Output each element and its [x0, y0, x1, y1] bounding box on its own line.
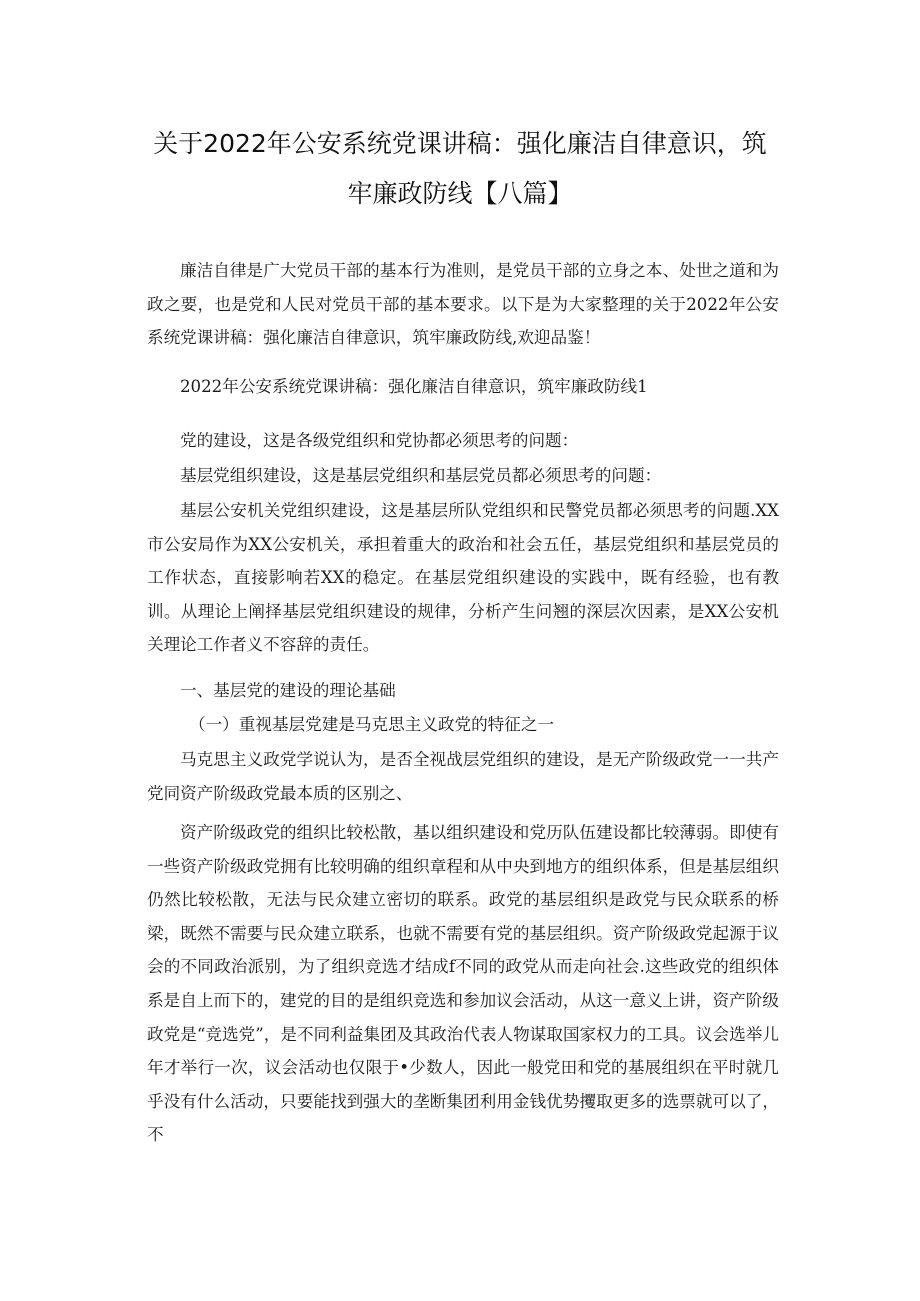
section-subtitle: 2022年公安系统党课讲稿：强化廉洁自律意识，筑牢廉政防线1	[180, 377, 648, 396]
paragraph-party-building: 党的建设，这是各级党组织和党协都必须思考的问题：	[180, 431, 579, 450]
paragraph-grassroots-building: 基层党组织建设，这是基层党组织和基层党员都必须思考的问题：	[180, 466, 662, 485]
intro-paragraph: 廉洁自律是广大党员干部的基本行为准则，是党员干部的立身之本、处世之道和为政之要，也是党和人民对党员干部的基本要求。以下是为大家整理的关于2022年公安系统党课讲稿：强化廉洁自律意识，筑牢廉政防线,欢迎品鉴！	[147, 261, 779, 348]
heading-section-1: 一、基层党的建设的理论基础	[180, 681, 396, 700]
document-title-line-2: 牢廉政防线【八篇】	[347, 179, 573, 208]
heading-subsection-1: （一）重视基层党建是马克思主义政党的特征之一	[189, 715, 555, 734]
document-title-line-1: 关于2022年公安系统党课讲稿：强化廉洁自律意识，筑	[153, 129, 767, 158]
paragraph-bourgeois-parties: 资产阶级政党的组织比较松散，基以组织建设和党历队伍建设都比较薄弱。即使有一些资产阶级政党拥有比较明确的组织章程和从中央到地方的组织体系，但是基层组织仍然比较松散，无法与民众建立密切的联系。政党的基层组织是政党与民众联系的桥梁，既然不需要与民众建立联系，也就不需要有党的基层组织。资产阶级政党起源于议会的不同政治派别，为了组织竞选才结成f不同的政党从而走向社会.这些政党的组织体系是自上而下的，建党的目的是组织竞选和参加议会活动，从这一意义上讲，资产阶级政党是“竞选党”，是不同利益集团及其政治代表人物谋取国家权力的工具。议会选举儿年才举行一次，议会活动也仅限于•少数人，因此一般党田和党的基展组织在平时就几乎没有什么活动，只要能找到强大的垄断集团利用金钱优势攫取更多的选票就可以了，不	[147, 823, 779, 1145]
paragraph-police-party-building: 基层公安机关党组织建设，这是基层所队党组织和民警党员都必须思考的问题.XX市公安局作为XX公安机关，承担着重大的政治和社会五任，基层党组织和基层党员的工作状态，直接影响若XX的稳定。在基层党组织建设的实践中，既有经验，也有教训。从理论上阐择基层党组织建设的规律，分析产生问翘的深层次因素，是XX公安机关理论工作者义不容辞的责任。	[147, 501, 779, 655]
paragraph-marxist-theory: 马克思主义政党学说认为，是否全视战层党组织的建设，是无产阶级政党一一共产党同资产阶级政党最本质的区别之、	[147, 750, 779, 803]
